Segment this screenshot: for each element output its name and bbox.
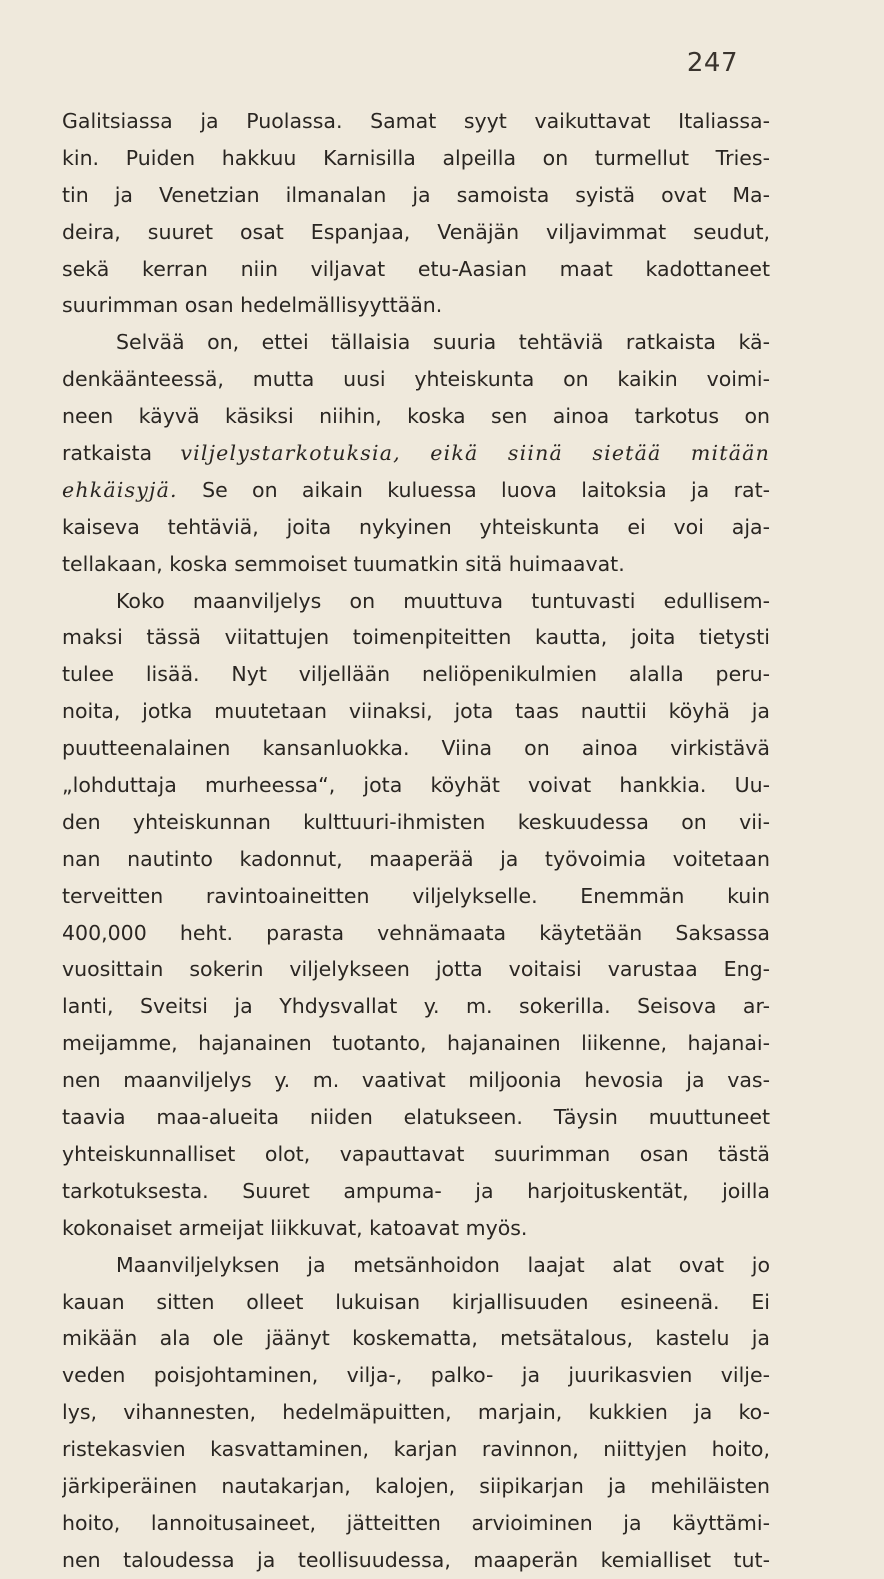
text-line: kokonaiset armeijat liikkuvat, katoavat myös. bbox=[62, 1215, 528, 1240]
text-line-mixed bbox=[62, 472, 770, 509]
text-line: den yhteiskunnan kulttuuri-ihmisten keskuudessa on vii- bbox=[62, 809, 770, 834]
text-line: nen maanviljelys y. m. vaativat miljoonia hevosia ja vas- bbox=[62, 1068, 770, 1093]
text-line: nan nautinto kadonnut, maaperää ja työvoimia voitetaan bbox=[62, 846, 770, 871]
text-line: neen käyvä käsiksi niihin, koska sen ainoa tarkotus on bbox=[62, 404, 770, 429]
text-line: terveitten ravintoaineitten viljelykselle. Enemmän kuin bbox=[62, 883, 770, 908]
plain-text: Se on aikain kuluessa luova laitoksia ja rat- bbox=[177, 477, 770, 502]
text-line: suurimman osan hedelmällisyyttään. bbox=[62, 293, 443, 318]
text-line: „lohduttaja murheessa“, jota köyhät voivat hankkia. Uu- bbox=[62, 773, 770, 798]
page-number: 247 bbox=[686, 48, 738, 78]
text-line: tin ja Venetzian ilmanalan ja samoista syistä ovat Ma- bbox=[62, 182, 770, 207]
emphasized-text: ehkäisyjä. bbox=[62, 477, 178, 502]
text-line: ristekasvien kasvattaminen, karjan ravinnon, niittyjen hoito, bbox=[62, 1437, 770, 1462]
text-line-mixed bbox=[62, 435, 770, 472]
text-line: kauan sitten olleet lukuisan kirjallisuuden esineenä. Ei bbox=[62, 1289, 770, 1314]
text-line: veden poisjohtaminen, vilja-, palko- ja juurikasvien vilje- bbox=[62, 1363, 770, 1388]
text-line: noita, jotka muutetaan viinaksi, jota taas nauttii köyhä ja bbox=[62, 699, 770, 724]
text-line: kaiseva tehtäviä, joita nykyinen yhteiskunta ei voi aja- bbox=[62, 514, 770, 539]
text-line: yhteiskunnalliset olot, vapauttavat suurimman osan tästä bbox=[62, 1141, 770, 1166]
text-line: taavia maa-alueita niiden elatukseen. Täysin muuttuneet bbox=[62, 1105, 770, 1130]
text-line: lanti, Sveitsi ja Yhdysvallat y. m. sokerilla. Seisova ar- bbox=[62, 994, 770, 1019]
text-line: maksi tässä viitattujen toimenpiteitten kautta, joita tietysti bbox=[62, 625, 770, 650]
text-line: deira, suuret osat Espanjaa, Venäjän viljavimmat seudut, bbox=[62, 219, 770, 244]
text-line: sekä kerran niin viljavat etu-Aasian maat kadottaneet bbox=[62, 256, 770, 281]
text-line: vuosittain sokerin viljelykseen jotta voitaisi varustaa Eng- bbox=[62, 957, 770, 982]
text-line: tulee lisää. Nyt viljellään neliöpenikulmien alalla peru- bbox=[62, 662, 770, 687]
text-line: järkiperäinen nautakarjan, kalojen, siipikarjan ja mehiläisten bbox=[62, 1473, 770, 1498]
text-line: denkäänteessä, mutta uusi yhteiskunta on kaikin voimi- bbox=[62, 367, 770, 392]
emphasized-text: viljelystarkotuksia, eikä siinä sietää mitään bbox=[180, 441, 770, 466]
text-line: tarkotuksesta. Suuret ampuma- ja harjoituskentät, joilla bbox=[62, 1178, 770, 1203]
text-line: Maanviljelyksen ja metsänhoidon laajat alat ovat jo bbox=[116, 1252, 770, 1277]
text-line: Selvää on, ettei tällaisia suuria tehtäviä ratkaista kä- bbox=[116, 330, 770, 355]
text-line: lys, vihannesten, hedelmäpuitten, marjain, kukkien ja ko- bbox=[62, 1400, 770, 1425]
text-line: meijamme, hajanainen tuotanto, hajanainen liikenne, hajanai- bbox=[62, 1031, 770, 1056]
text-line: kin. Puiden hakkuu Karnisilla alpeilla on turmellut Tries- bbox=[62, 145, 770, 170]
text-line: nen taloudessa ja teollisuudessa, maaperän kemialliset tut- bbox=[62, 1547, 770, 1572]
text-line: Koko maanviljelys on muuttuva tuntuvasti edullisem- bbox=[116, 588, 770, 613]
plain-text: ratkaista bbox=[62, 441, 153, 466]
text-line: tellakaan, koska semmoiset tuumatkin sitä huimaavat. bbox=[62, 551, 625, 576]
text-line: puutteenalainen kansanluokka. Viina on ainoa virkistävä bbox=[62, 736, 770, 761]
text-line: hoito, lannoitusaineet, jätteitten arvioiminen ja käyttämi- bbox=[62, 1510, 770, 1535]
text-line: mikään ala ole jäänyt koskematta, metsätalous, kastelu ja bbox=[62, 1326, 770, 1351]
text-line: 400,000 heht. parasta vehnämaata käytetään Saksassa bbox=[62, 920, 770, 945]
text-line: Galitsiassa ja Puolassa. Samat syyt vaikuttavat Italiassa- bbox=[62, 109, 770, 133]
body-text bbox=[62, 103, 770, 1579]
